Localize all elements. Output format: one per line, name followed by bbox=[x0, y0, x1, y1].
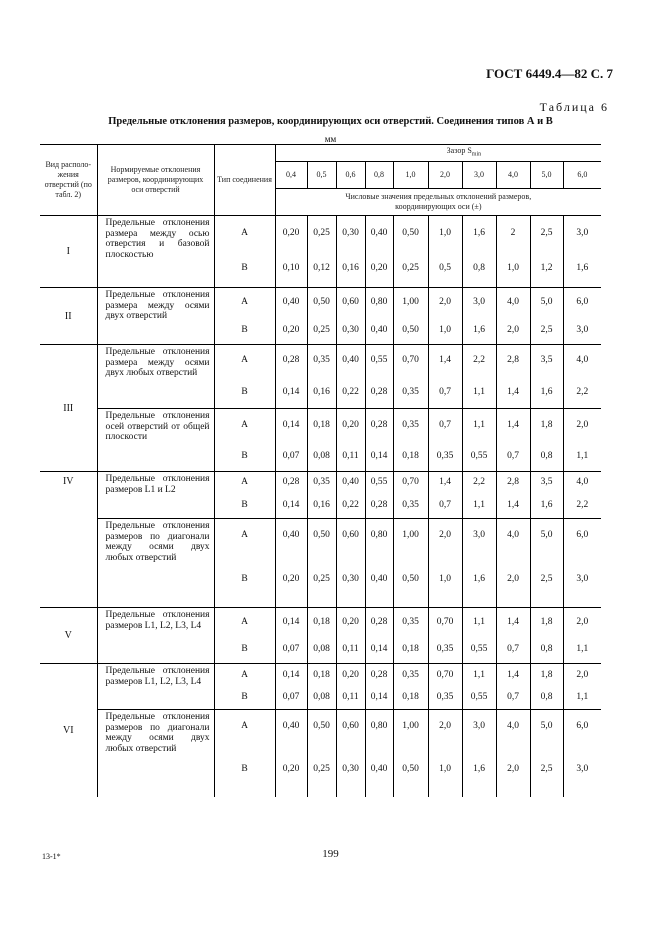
connection-type: А bbox=[214, 710, 275, 742]
deviation-value: 0,20 bbox=[282, 324, 300, 335]
deviation-value: 3,0 bbox=[563, 216, 601, 250]
gap-value-header: 4,0 bbox=[496, 162, 530, 189]
deviation-value: 0,55 bbox=[365, 345, 393, 376]
gap-label: Зазор S bbox=[446, 146, 472, 156]
deviation-value: 0,25 bbox=[307, 551, 336, 608]
deviation-value: 0,40 bbox=[365, 316, 393, 345]
table-label: Таблица 6 bbox=[539, 100, 609, 114]
deviation-value: 0,18 bbox=[307, 608, 336, 636]
deviation-value: 1,0 bbox=[428, 742, 462, 797]
deviation-value: 0,14 bbox=[365, 636, 393, 664]
deviation-description: Предельные отклонения размера между осями двух отверстий bbox=[97, 288, 214, 345]
arrangement-roman-numeral: VI bbox=[40, 664, 97, 797]
header-arrangement-type: Вид располо-жения отверстий (по табл. 2) bbox=[40, 145, 97, 216]
deviation-value: 2,5 bbox=[530, 316, 563, 345]
deviation-value: 2,2 bbox=[563, 493, 601, 519]
deviation-value: 1,1 bbox=[563, 686, 601, 710]
gap-value-header: 6,0 bbox=[563, 162, 601, 189]
deviation-value: 0,18 bbox=[393, 686, 428, 710]
deviation-value: 4,0 bbox=[496, 710, 530, 742]
deviation-value: 1,00 bbox=[393, 288, 428, 316]
deviation-value: 2,8 bbox=[496, 345, 530, 376]
deviation-value: 0,80 bbox=[365, 710, 393, 742]
deviation-value: 1,00 bbox=[393, 519, 428, 551]
deviation-value: 5,0 bbox=[530, 519, 563, 551]
gap-value-header: 1,0 bbox=[393, 162, 428, 189]
deviation-value: 0,25 bbox=[307, 216, 336, 250]
gap-value-header: 0,4 bbox=[275, 162, 307, 189]
deviation-table bbox=[40, 144, 601, 797]
deviation-value: 1,2 bbox=[530, 250, 563, 288]
deviation-value: 0,28 bbox=[365, 376, 393, 409]
deviation-value: 0,07 bbox=[282, 450, 300, 461]
gap-value-header: 3,0 bbox=[462, 162, 496, 189]
deviation-value: 4,0 bbox=[563, 345, 601, 376]
deviation-value: 0,18 bbox=[393, 441, 428, 472]
deviation-value: 2,0 bbox=[563, 664, 601, 686]
deviation-value: 4,0 bbox=[496, 519, 530, 551]
deviation-value: 0,50 bbox=[307, 519, 336, 551]
deviation-value: 1,0 bbox=[428, 216, 462, 250]
deviation-value: 2,2 bbox=[462, 472, 496, 493]
deviation-value: 5,0 bbox=[530, 710, 563, 742]
deviation-value: 2,8 bbox=[496, 472, 530, 493]
deviation-value: 0,35 bbox=[307, 345, 336, 376]
deviation-value: 0,70 bbox=[428, 664, 462, 686]
deviation-value: 6,0 bbox=[563, 519, 601, 551]
deviation-description: Предельные отклонения размера между осью отверстия и базовой плоскостью bbox=[97, 216, 214, 288]
deviation-value: 4,0 bbox=[563, 472, 601, 493]
deviation-value: 0,7 bbox=[428, 493, 462, 519]
deviation-value: 0,30 bbox=[336, 216, 365, 250]
deviation-value: 0,40 bbox=[365, 742, 393, 797]
deviation-value: 0,8 bbox=[530, 636, 563, 664]
deviation-value: 0,7 bbox=[428, 376, 462, 409]
deviation-value: 0,35 bbox=[428, 636, 462, 664]
deviation-value: 0,18 bbox=[307, 664, 336, 686]
deviation-value: 0,20 bbox=[336, 608, 365, 636]
deviation-value: 0,08 bbox=[307, 686, 336, 710]
deviation-value: 5,0 bbox=[530, 288, 563, 316]
arrangement-roman-numeral: III bbox=[40, 345, 97, 472]
deviation-value: 1,1 bbox=[462, 608, 496, 636]
deviation-value: 0,25 bbox=[393, 250, 428, 288]
deviation-value: 0,14 bbox=[365, 686, 393, 710]
deviation-value: 0,30 bbox=[336, 551, 365, 608]
deviation-value: 0,30 bbox=[336, 742, 365, 797]
table-title: Предельные отклонения размеров, координирующих оси отверстий. Соединения типов А и В bbox=[108, 116, 553, 127]
deviation-value: 0,40 bbox=[275, 710, 307, 742]
deviation-value: 0,80 bbox=[365, 519, 393, 551]
deviation-value: 1,8 bbox=[530, 664, 563, 686]
table-row bbox=[40, 608, 601, 636]
deviation-value: 1,6 bbox=[530, 493, 563, 519]
connection-type: В bbox=[214, 250, 275, 288]
deviation-value: 1,6 bbox=[462, 316, 496, 345]
arrangement-roman-numeral: II bbox=[40, 288, 97, 345]
deviation-value: 0,50 bbox=[393, 551, 428, 608]
deviation-value: 1,4 bbox=[496, 608, 530, 636]
deviation-value: 2 bbox=[496, 216, 530, 250]
deviation-value: 0,18 bbox=[307, 409, 336, 441]
deviation-value: 0,35 bbox=[393, 409, 428, 441]
deviation-value: 0,50 bbox=[307, 288, 336, 316]
deviation-value: 3,5 bbox=[530, 345, 563, 376]
deviation-value: 2,0 bbox=[428, 288, 462, 316]
deviation-value: 0,18 bbox=[393, 636, 428, 664]
deviation-value: 0,20 bbox=[336, 664, 365, 686]
deviation-description: Предельные отклонения размера между осями двух любых отверстий bbox=[97, 345, 214, 409]
deviation-value: 0,7 bbox=[496, 441, 530, 472]
unit-label: мм bbox=[324, 134, 337, 144]
deviation-value: 0,7 bbox=[428, 409, 462, 441]
deviation-value: 0,14 bbox=[282, 500, 300, 511]
deviation-value: 0,20 bbox=[282, 764, 300, 774]
deviation-value: 3,0 bbox=[462, 710, 496, 742]
deviation-value: 0,55 bbox=[462, 441, 496, 472]
gap-value-header: 5,0 bbox=[530, 162, 563, 189]
values-caption: Числовые значения предельных отклонений размеров, координирующих оси (±) bbox=[275, 189, 601, 216]
connection-type: В bbox=[214, 686, 275, 710]
deviation-value: 1,4 bbox=[428, 345, 462, 376]
table-row bbox=[40, 472, 601, 493]
deviation-value: 0,8 bbox=[462, 250, 496, 288]
deviation-description: Предельные отклонения размеров L1, L2, L3, L4 bbox=[97, 608, 214, 664]
table-row bbox=[40, 519, 601, 551]
deviation-value: 0,8 bbox=[530, 686, 563, 710]
arrangement-roman-numeral: V bbox=[40, 608, 97, 664]
deviation-value: 1,1 bbox=[462, 376, 496, 409]
deviation-value: 0,40 bbox=[336, 472, 365, 493]
deviation-value: 1,1 bbox=[462, 493, 496, 519]
deviation-value: 0,28 bbox=[365, 493, 393, 519]
connection-type: В bbox=[214, 316, 275, 345]
deviation-value: 0,55 bbox=[365, 472, 393, 493]
deviation-value: 0,70 bbox=[393, 345, 428, 376]
deviation-value: 1,6 bbox=[462, 216, 496, 250]
deviation-value: 1,4 bbox=[496, 376, 530, 409]
header-gap bbox=[275, 145, 601, 162]
deviation-value: 0,07 bbox=[282, 644, 300, 655]
arrangement-roman-numeral: IV bbox=[40, 472, 97, 608]
deviation-value: 1,6 bbox=[530, 376, 563, 409]
deviation-value: 0,22 bbox=[336, 493, 365, 519]
deviation-value: 4,0 bbox=[496, 288, 530, 316]
table-row bbox=[40, 664, 601, 686]
deviation-value: 0,55 bbox=[462, 686, 496, 710]
deviation-value: 1,6 bbox=[462, 551, 496, 608]
deviation-value: 0,14 bbox=[275, 664, 307, 686]
deviation-value: 0,16 bbox=[307, 376, 336, 409]
deviation-value: 0,08 bbox=[307, 441, 336, 472]
deviation-value: 0,08 bbox=[307, 636, 336, 664]
deviation-value: 2,0 bbox=[496, 316, 530, 345]
deviation-value: 1,4 bbox=[496, 664, 530, 686]
gap-value-header: 0,6 bbox=[336, 162, 365, 189]
deviation-value: 0,50 bbox=[393, 742, 428, 797]
deviation-value: 0,12 bbox=[307, 250, 336, 288]
deviation-value: 2,0 bbox=[496, 551, 530, 608]
deviation-value: 0,28 bbox=[275, 345, 307, 376]
deviation-value: 1,6 bbox=[563, 250, 601, 288]
deviation-value: 1,4 bbox=[496, 493, 530, 519]
connection-type: А bbox=[214, 409, 275, 441]
deviation-value: 2,2 bbox=[563, 376, 601, 409]
connection-type: А bbox=[214, 288, 275, 316]
deviation-value: 0,25 bbox=[307, 316, 336, 345]
deviation-value: 3,0 bbox=[462, 288, 496, 316]
deviation-value: 1,1 bbox=[563, 441, 601, 472]
deviation-value: 2,2 bbox=[462, 345, 496, 376]
deviation-value: 0,20 bbox=[282, 573, 300, 584]
deviation-value: 0,8 bbox=[530, 441, 563, 472]
deviation-value: 2,5 bbox=[530, 216, 563, 250]
deviation-value: 0,28 bbox=[275, 472, 307, 493]
deviation-value: 0,16 bbox=[336, 250, 365, 288]
connection-type: А bbox=[214, 519, 275, 551]
header-normalized-deviations: Нормируемые отклонения размеров, координирующих оси отверстий bbox=[97, 145, 214, 216]
deviation-value: 0,50 bbox=[307, 710, 336, 742]
deviation-value: 3,0 bbox=[563, 742, 601, 797]
deviation-value: 1,8 bbox=[530, 409, 563, 441]
deviation-value: 0,40 bbox=[275, 519, 307, 551]
deviation-value: 0,70 bbox=[428, 608, 462, 636]
deviation-value: 0,40 bbox=[365, 551, 393, 608]
table-row bbox=[40, 710, 601, 742]
connection-type: В bbox=[214, 493, 275, 519]
deviation-value: 1,1 bbox=[462, 409, 496, 441]
deviation-value: 0,16 bbox=[307, 493, 336, 519]
document-reference: ГОСТ 6449.4—82 С. 7 bbox=[486, 66, 613, 81]
connection-type: В bbox=[214, 636, 275, 664]
deviation-value: 0,40 bbox=[275, 288, 307, 316]
deviation-value: 0,20 bbox=[282, 227, 300, 238]
deviation-value: 2,0 bbox=[496, 742, 530, 797]
deviation-value: 0,20 bbox=[365, 250, 393, 288]
deviation-value: 0,35 bbox=[307, 472, 336, 493]
deviation-value: 2,5 bbox=[530, 742, 563, 797]
deviation-value: 0,5 bbox=[428, 250, 462, 288]
connection-type: В bbox=[214, 551, 275, 608]
deviation-value: 1,4 bbox=[428, 472, 462, 493]
deviation-value: 0,55 bbox=[462, 636, 496, 664]
gap-value-header: 2,0 bbox=[428, 162, 462, 189]
deviation-value: 0,28 bbox=[365, 409, 393, 441]
deviation-value: 0,11 bbox=[336, 636, 365, 664]
deviation-value: 6,0 bbox=[563, 710, 601, 742]
deviation-value: 0,20 bbox=[336, 409, 365, 441]
gap-value-header: 0,5 bbox=[307, 162, 336, 189]
deviation-value: 0,50 bbox=[393, 216, 428, 250]
deviation-value: 0,14 bbox=[365, 441, 393, 472]
deviation-value: 1,8 bbox=[530, 608, 563, 636]
deviation-value: 0,28 bbox=[365, 608, 393, 636]
connection-type: В bbox=[214, 376, 275, 409]
deviation-value: 0,07 bbox=[282, 692, 300, 703]
connection-type: А bbox=[214, 345, 275, 376]
deviation-value: 1,0 bbox=[428, 316, 462, 345]
deviation-value: 0,35 bbox=[393, 664, 428, 686]
connection-type: А bbox=[214, 664, 275, 686]
gap-value-header: 0,8 bbox=[365, 162, 393, 189]
table-row bbox=[40, 288, 601, 316]
deviation-description: Предельные отклонения размеров L1, L2, L3, L4 bbox=[97, 664, 214, 710]
deviation-value: 0,70 bbox=[393, 472, 428, 493]
connection-type: А bbox=[214, 472, 275, 493]
deviation-value: 0,60 bbox=[336, 710, 365, 742]
table-body bbox=[40, 216, 601, 797]
deviation-value: 0,11 bbox=[336, 441, 365, 472]
deviation-value: 0,14 bbox=[282, 386, 300, 397]
header-connection-type: Тип соединения bbox=[214, 145, 275, 216]
deviation-value: 0,35 bbox=[393, 608, 428, 636]
table-row bbox=[40, 345, 601, 376]
deviation-value: 2,0 bbox=[563, 409, 601, 441]
deviation-value: 0,35 bbox=[393, 493, 428, 519]
deviation-value: 0,14 bbox=[275, 409, 307, 441]
deviation-value: 0,80 bbox=[365, 288, 393, 316]
deviation-value: 3,0 bbox=[563, 551, 601, 608]
deviation-value: 0,14 bbox=[275, 608, 307, 636]
deviation-value: 3,5 bbox=[530, 472, 563, 493]
deviation-value: 0,40 bbox=[336, 345, 365, 376]
deviation-value: 0,22 bbox=[336, 376, 365, 409]
deviation-value: 2,5 bbox=[530, 551, 563, 608]
deviation-value: 3,0 bbox=[462, 519, 496, 551]
connection-type: А bbox=[214, 216, 275, 250]
deviation-value: 2,0 bbox=[563, 608, 601, 636]
deviation-value: 1,0 bbox=[428, 551, 462, 608]
deviation-value: 1,1 bbox=[563, 636, 601, 664]
deviation-value: 0,7 bbox=[496, 636, 530, 664]
table-row bbox=[40, 216, 601, 250]
deviation-value: 0,35 bbox=[428, 441, 462, 472]
deviation-description: Предельные отклонения размеров по диагонали между осями двух любых отверстий bbox=[97, 519, 214, 608]
gap-subscript: min bbox=[471, 151, 482, 158]
deviation-value: 0,35 bbox=[393, 376, 428, 409]
deviation-value: 1,6 bbox=[462, 742, 496, 797]
deviation-value: 0,30 bbox=[336, 316, 365, 345]
deviation-value: 0,10 bbox=[282, 263, 300, 274]
sheet-mark: 13-1* bbox=[42, 852, 61, 861]
deviation-description: Предельные отклонения размеров по диагонали между осями двух любых отверстий bbox=[97, 710, 214, 797]
deviation-value: 0,25 bbox=[307, 742, 336, 797]
deviation-value: 0,35 bbox=[428, 686, 462, 710]
deviation-value: 0,60 bbox=[336, 519, 365, 551]
deviation-value: 3,0 bbox=[563, 316, 601, 345]
deviation-value: 0,40 bbox=[365, 216, 393, 250]
deviation-value: 6,0 bbox=[563, 288, 601, 316]
connection-type: В bbox=[214, 742, 275, 797]
deviation-description: Предельные отклонения размеров L1 и L2 bbox=[97, 472, 214, 519]
deviation-description: Предельные отклонения осей отверстий от общей плоскости bbox=[97, 409, 214, 472]
deviation-value: 1,0 bbox=[496, 250, 530, 288]
table-row bbox=[40, 409, 601, 441]
deviation-value: 0,11 bbox=[336, 686, 365, 710]
deviation-value: 0,28 bbox=[365, 664, 393, 686]
deviation-value: 2,0 bbox=[428, 519, 462, 551]
connection-type: В bbox=[214, 441, 275, 472]
page-number: 199 bbox=[322, 848, 339, 860]
connection-type: А bbox=[214, 608, 275, 636]
deviation-value: 0,50 bbox=[393, 316, 428, 345]
arrangement-roman-numeral: I bbox=[40, 216, 97, 288]
deviation-value: 0,7 bbox=[496, 686, 530, 710]
deviation-value: 1,4 bbox=[496, 409, 530, 441]
deviation-value: 1,00 bbox=[393, 710, 428, 742]
deviation-value: 1,1 bbox=[462, 664, 496, 686]
deviation-value: 0,60 bbox=[336, 288, 365, 316]
deviation-value: 2,0 bbox=[428, 710, 462, 742]
